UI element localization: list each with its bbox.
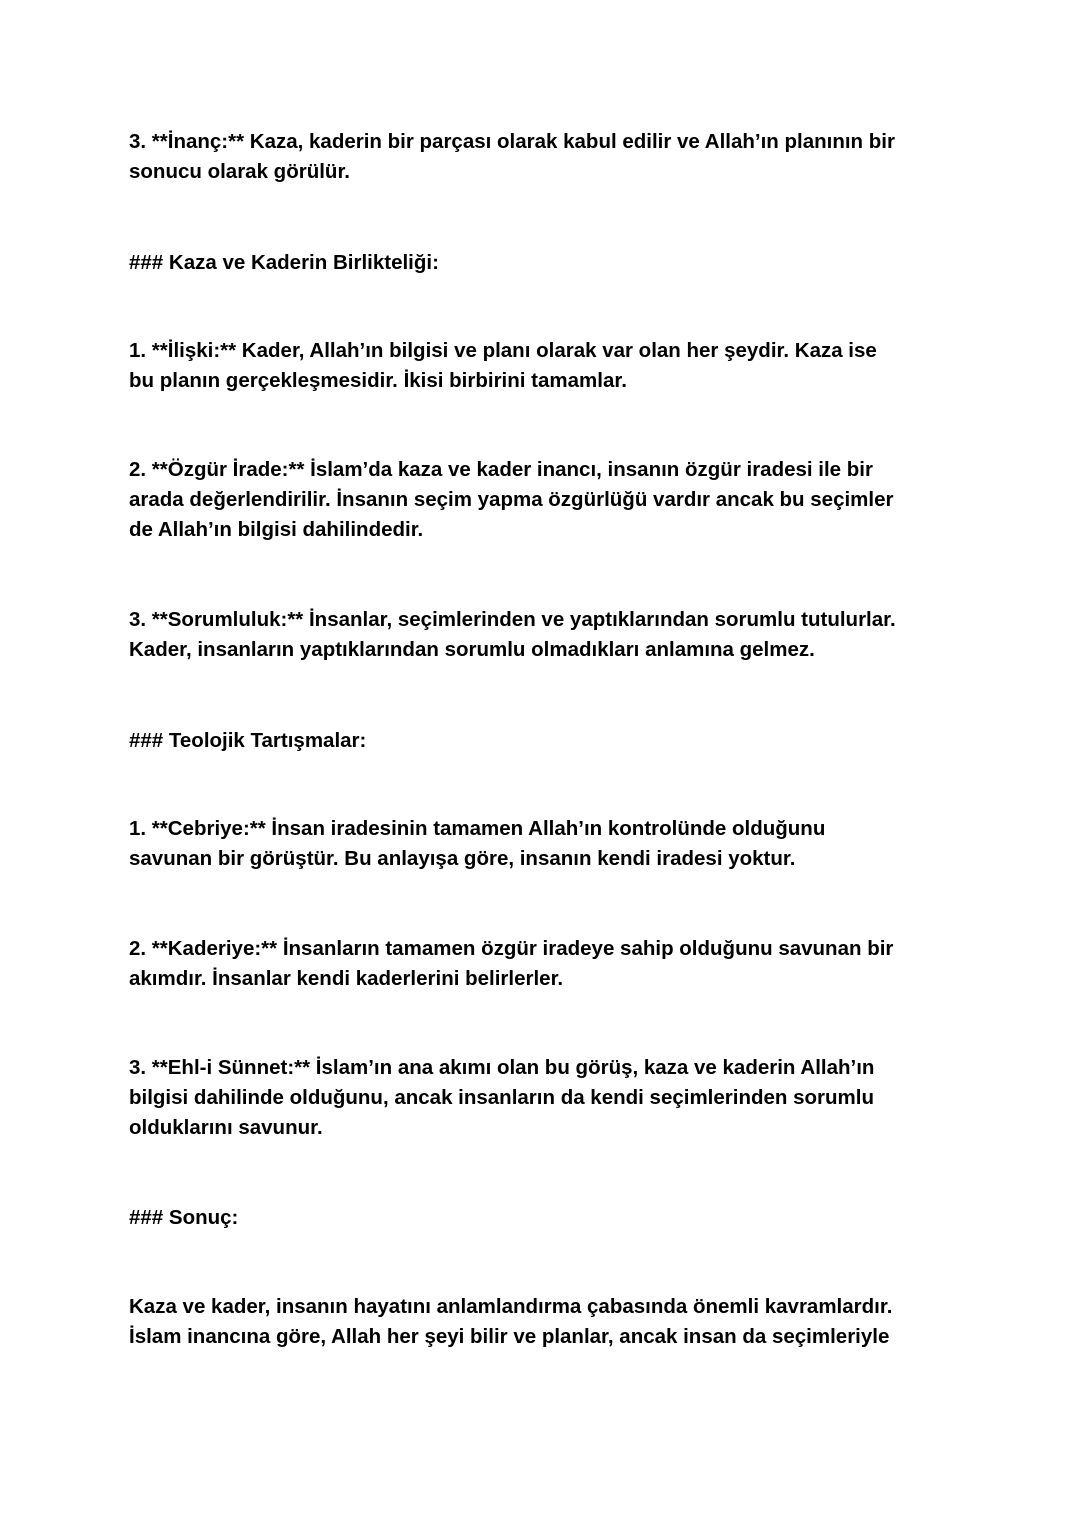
paragraph-kaderiye bbox=[129, 934, 959, 994]
text-line: 2. **Özgür İrade:** İslam’da kaza ve kader inancı, insanın özgür iradesi ile bir bbox=[129, 458, 873, 481]
text-line: arada değerlendirilir. İnsanın seçim yapma özgürlüğü vardır ancak bu seçimler bbox=[129, 488, 894, 511]
text-line: 3. **Sorumluluk:** İnsanlar, seçimlerinden ve yaptıklarından sorumlu tutulurlar. bbox=[129, 608, 896, 631]
heading-sonuc bbox=[129, 1203, 959, 1233]
paragraph-sonuc bbox=[129, 1292, 959, 1352]
heading-teolojik-tartismalar bbox=[129, 726, 959, 756]
paragraph-inanc bbox=[129, 127, 959, 187]
text-line: 1. **İlişki:** Kader, Allah’ın bilgisi ve planı olarak var olan her şeydir. Kaza ise bbox=[129, 339, 877, 362]
paragraph-cebriye bbox=[129, 814, 959, 874]
text-line: akımdır. İnsanlar kendi kaderlerini belirlerler. bbox=[129, 967, 564, 990]
text-line: Kader, insanların yaptıklarından sorumlu olmadıkları anlamına gelmez. bbox=[129, 638, 815, 661]
text-line: 3. **Ehl-i Sünnet:** İslam’ın ana akımı olan bu görüş, kaza ve kaderin Allah’ın bbox=[129, 1056, 875, 1079]
paragraph-ozgur-irade bbox=[129, 455, 959, 545]
text-line: 2. **Kaderiye:** İnsanların tamamen özgür iradeye sahip olduğunu savunan bir bbox=[129, 937, 894, 960]
text-line: İslam inancına göre, Allah her şeyi bilir ve planlar, ancak insan da seçimleriyle bbox=[129, 1325, 890, 1348]
text-line: sonucu olarak görülür. bbox=[129, 160, 350, 183]
heading-text: ### Kaza ve Kaderin Birlikteliği: bbox=[129, 251, 439, 274]
heading-text: ### Sonuç: bbox=[129, 1206, 239, 1229]
text-line: de Allah’ın bilgisi dahilindedir. bbox=[129, 518, 424, 541]
heading-text: ### Teolojik Tartışmalar: bbox=[129, 729, 367, 752]
text-line: 1. **Cebriye:** İnsan iradesinin tamamen Allah’ın kontrolünde olduğunu bbox=[129, 817, 826, 840]
text-line: bu planın gerçekleşmesidir. İkisi birbirini tamamlar. bbox=[129, 369, 627, 392]
text-line: bilgisi dahilinde olduğunu, ancak insanların da kendi seçimlerinden sorumlu bbox=[129, 1086, 874, 1109]
paragraph-sorumluluk bbox=[129, 605, 959, 665]
text-line: olduklarını savunur. bbox=[129, 1116, 323, 1139]
paragraph-iliski bbox=[129, 336, 959, 396]
text-line: Kaza ve kader, insanın hayatını anlamlandırma çabasında önemli kavramlardır. bbox=[129, 1295, 893, 1318]
paragraph-ehl-i-sunnet bbox=[129, 1053, 959, 1143]
text-line: savunan bir görüştür. Bu anlayışa göre, insanın kendi iradesi yoktur. bbox=[129, 847, 796, 870]
text-line: 3. **İnanç:** Kaza, kaderin bir parçası olarak kabul edilir ve Allah’ın planının bir bbox=[129, 130, 895, 153]
heading-kaza-ve-kaderin-birlikteligi bbox=[129, 248, 959, 278]
